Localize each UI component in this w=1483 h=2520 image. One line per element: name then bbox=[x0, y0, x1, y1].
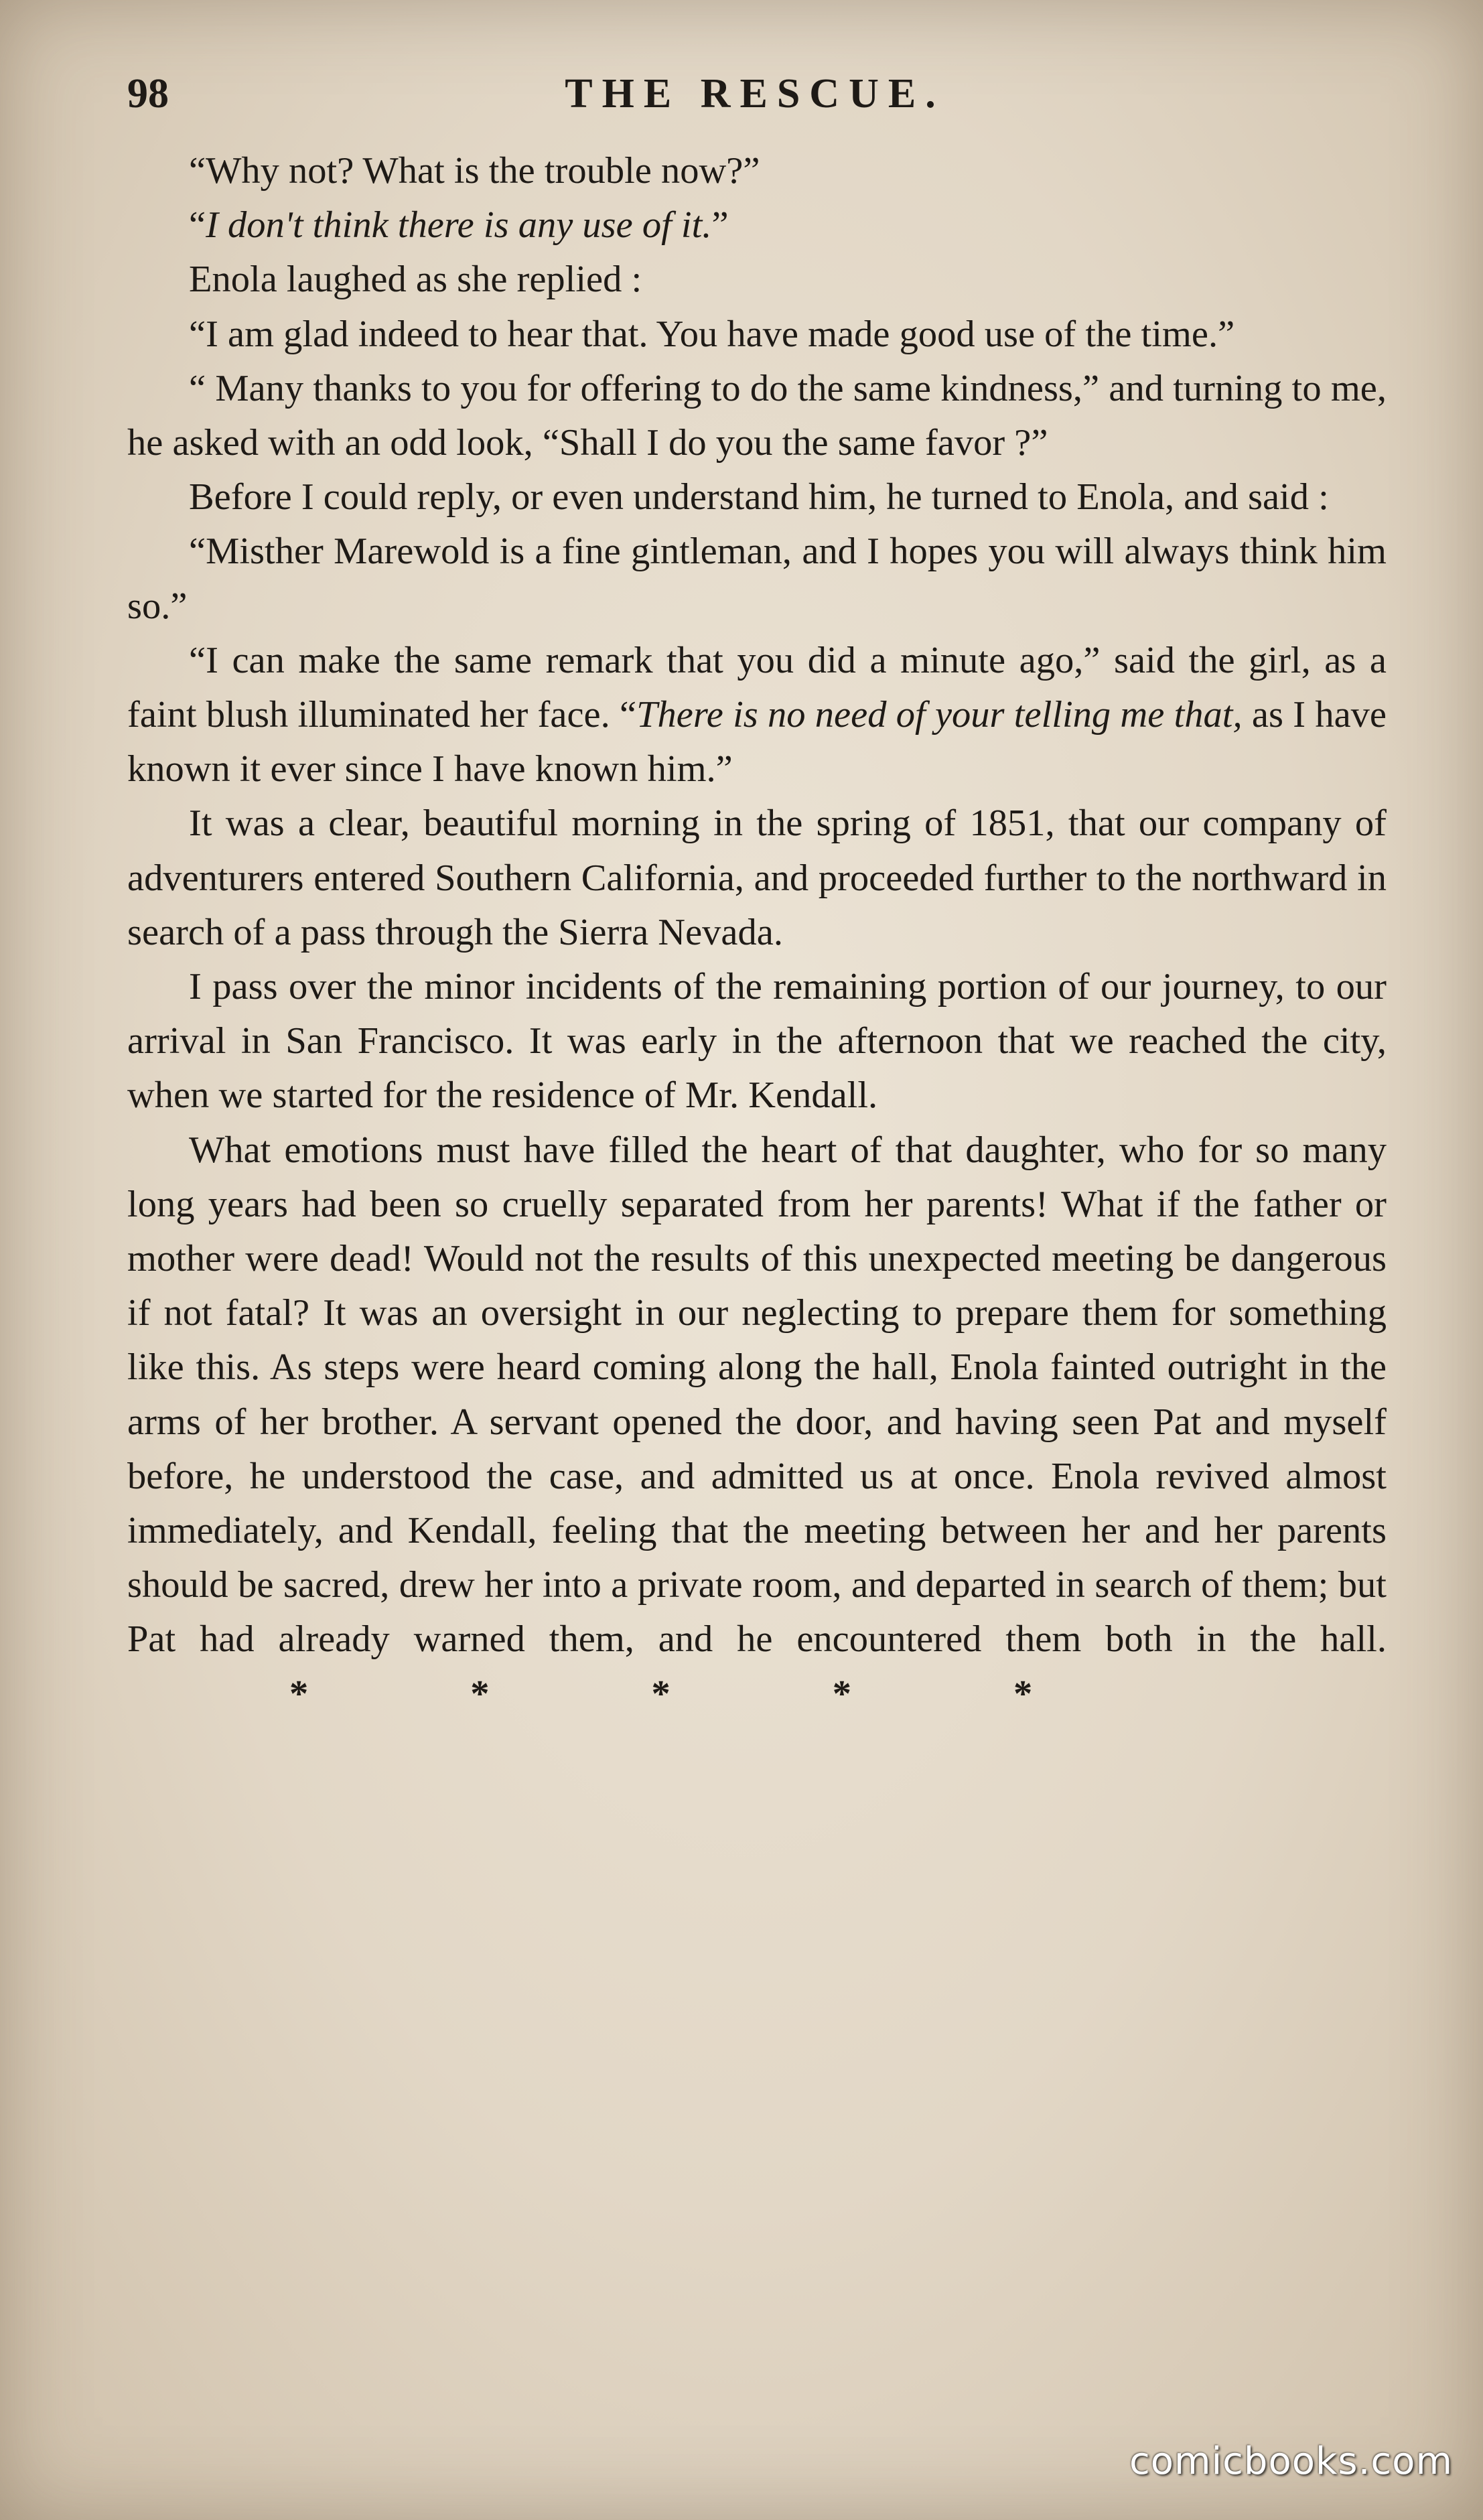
section-break-asterisk: * bbox=[470, 1673, 490, 1715]
page-number: 98 bbox=[127, 71, 169, 117]
paragraph bbox=[127, 524, 1387, 633]
text-run: as I have known it ever since I have known him.” bbox=[127, 694, 1387, 790]
paragraph bbox=[127, 253, 1387, 307]
body-text bbox=[127, 144, 1387, 1722]
paragraph bbox=[127, 1123, 1387, 1722]
paragraph bbox=[127, 362, 1387, 470]
paragraph bbox=[127, 470, 1387, 524]
paragraph bbox=[127, 960, 1387, 1123]
text-run: “Misther Marewold is a fine gintleman, and I hopes you will always think him so.” bbox=[127, 531, 1387, 627]
text-run: Enola laughed as she replied : bbox=[189, 259, 642, 301]
paragraph bbox=[127, 198, 1387, 253]
paragraph bbox=[127, 307, 1387, 362]
page-header bbox=[127, 64, 1383, 124]
text-run: “I can make the same remark that you did a minute ago,” said the girl, as a faint blush illuminated her face. “ bbox=[127, 639, 1387, 736]
italic-text: There is no need of your telling me that, bbox=[636, 694, 1243, 736]
text-run: Before I could reply, or even understand him, he turned to Enola, and said : bbox=[189, 476, 1329, 518]
text-run: ” bbox=[711, 204, 729, 247]
paragraph bbox=[127, 144, 1387, 198]
paragraph bbox=[127, 634, 1387, 797]
watermark: comicbooks.com bbox=[1129, 2440, 1453, 2483]
section-break-asterisk: * bbox=[651, 1673, 670, 1715]
text-run: I pass over the minor incidents of the remaining portion of our journey, to our arrival in San Francisco. It was early in the afternoon that we reached the city, when we started for the residence of Mr. Kendall. bbox=[127, 966, 1387, 1117]
text-run: What emotions must have filled the heart of that daughter, who for so many long years had been so cruelly separated from her parents! What if the father or mother were dead! Would not the results of this unexpected meeting be dangerous if not fatal? It was an oversight in our neglecting to prepare them for something like this. As steps were heard coming along the hall, Enola fainted outright in the arms of her brother. A servant opened the door, and having seen Pat and myself before, he understood the case, and admitted us at once. Enola revived almost immediately, and Kendall, feeling that the meeting between her and her parents should be sacred, drew her into a private room, and departed in search of them; but Pat had already warned them, and he encountered them both in the hall. bbox=[127, 1129, 1387, 1661]
italic-text: I don't think there is any use of it. bbox=[206, 204, 712, 247]
section-break-asterisk: * bbox=[832, 1673, 851, 1715]
section-break-asterisk: * bbox=[1013, 1673, 1033, 1715]
text-run: “I am glad indeed to hear that. You have made good use of the time.” bbox=[189, 313, 1235, 355]
section-break-asterisk: * bbox=[289, 1673, 309, 1715]
text-run: “ Many thanks to you for offering to do the same kindness,” and turning to me, he asked with an odd look, “Shall I do you the same favor ?” bbox=[127, 367, 1387, 464]
text-run: It was a clear, beautiful morning in the spring of 1851, that our company of adventurers entered Southern California, and proceeded further to the northward in search of a pass through the Sierra Nevada. bbox=[127, 802, 1387, 953]
section-break bbox=[127, 1673, 1032, 1715]
paragraph bbox=[127, 796, 1387, 960]
running-title: THE RESCUE. bbox=[565, 71, 945, 117]
text-run: “ bbox=[189, 204, 206, 247]
text-run: “Why not? What is the trouble now?” bbox=[189, 150, 760, 192]
